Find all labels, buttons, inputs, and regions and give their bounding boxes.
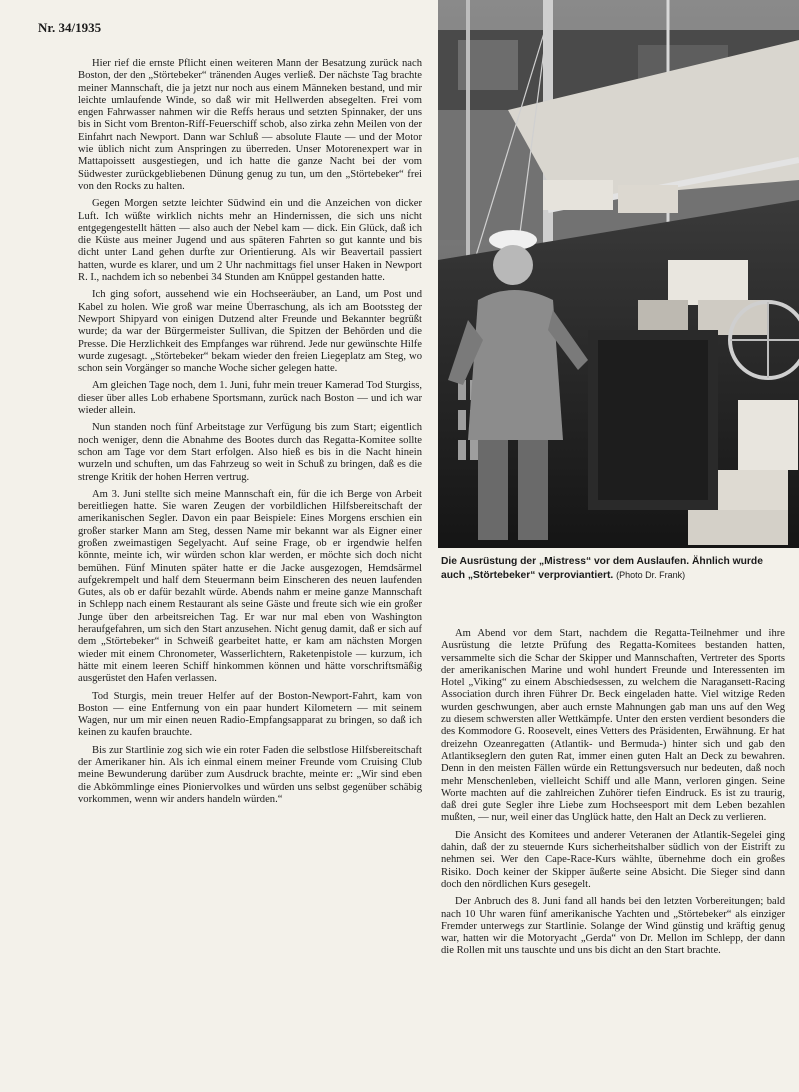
ship-photo <box>438 0 799 548</box>
paragraph: Am 3. Juni stellte sich meine Mannschaft ein, für die ich Berge von Arbeit bereitliegen hatte. Sie waren Zeugen der vorbildlichen Hilfsbereitschaft der amerikanischen Segler. Davon ein paar Beispiele: Eines Morgens erschien ein großer starker Mann am Steg, dessen Name mir bekannt war als Eigner einer großen zweimastigen Segelyacht. Auf seine Frage, ob er irgendwie helfen könnte, meinte ich, wir würden schon klar werden, er möchte sich doch nicht bemühen. Fünf Minuten später hatte er die Jacke ausgezogen, Hemdsärmel aufgekrempelt und half dem Steuermann beim Einscheren des neuen laufenden Gutes, als ob er dafür bezahlt würde. Abends nahm er meine ganze Mannschaft in Schlepp nach einem Restaurant als seine Gäste und freute sich wie ein großer Junge über den arbeitsreichen Tag. Er war nur mal eben von Washington heraufgefahren, um sich den Start anzusehen. Nicht genug damit, daß er sich auf dem „Störtebeker“ in Schweiß gearbeitet hatte, er kam am nächsten Morgen wieder mit einem Chronometer, Wasserlichtern, Raketenpistole — kurzum, ich hätte mit einem leeren Schiff hinkommen können und hätte vorschriftsmäßig ausgerüstet den Hafen verlassen. <box>78 488 422 685</box>
paragraph: Am gleichen Tage noch, dem 1. Juni, fuhr mein treuer Kamerad Tod Sturgiss, dieser über alles Lob erhabene Sportsmann, zurück nach Boston — und ich war wieder allein. <box>78 380 422 417</box>
photo-credit: (Photo Dr. Frank) <box>616 569 686 580</box>
paragraph: Die Ansicht des Komitees und anderer Veteranen der Atlantik-Segelei ging dahin, daß der zu steuernde Kurs sicherheitshalber südlich von der Eistrift zu nehmen sei. Wer den Cape-Race-Kurs wählte, übernehme doch ein großes Risiko. Doch keiner der Skipper äußerte seine Absicht. Die Sieger sind dann doch den nördlichen Kurs gesegelt. <box>441 829 785 890</box>
paragraph: Nun standen noch fünf Arbeitstage zur Verfügung bis zum Start; eigentlich noch weniger, denn die Abnahme des Bootes durch das Regatta-Komitee sollte schon am Tage vor dem Start erfolgen. Also hieß es bis in die Nacht hinein wurzeln und schuften, um das Fahrzeug so weit in Schuß zu bringen, daß es die strenge Kritik der hohen Herren vertrug. <box>78 422 422 483</box>
paragraph: Hier rief die ernste Pflicht einen weiteren Mann der Besatzung zurück nach Boston, der den „Störtebeker“ tränenden Auges verließ. Der nächste Tag brachte meiner Mannschaft, die ja jetzt nur noch aus einem Männeken bestand, und mir leichte umlaufende Winde, so daß wir mit Hellwerden absegelten. Frei vom engen Fahrwasser nahmen wir die Reffs heraus und setzten Spinnaker, der uns bis in Sicht vom Brenton-Riff-Feuerschiff schob, also zirka zehn Meilen von der Einfahrt nach Newport. Dann war Schluß — absolute Flaute — und der Motor wie üblich nicht zum Anspringen zu überreden. Unser Motorenexpert war in Mattapoissett ausgestiegen, und ich hatte die ganze Nacht bei der vom Südwester zurückgebliebenen Dünung genug zu tun, um den „Störtebeker“ frei von den Rocks zu halten. <box>78 58 422 192</box>
paragraph: Bis zur Startlinie zog sich wie ein roter Faden die selbstlose Hilfsbereitschaft der Amerikaner hin. Als ich einmal einem meiner Freunde vom Cruising Club meine Bewunderung darüber zum Ausdruck brachte, meinte er: „Wir sind eben die Abkömmlinge eines Pioniervolkes und würden uns selbst gegenüber schäbig vorkommen, wenn wir anders handeln würden.“ <box>78 744 422 805</box>
paragraph: Tod Sturgis, mein treuer Helfer auf der Boston-Newport-Fahrt, kam von Boston — eine Entfernung von ein paar hundert Kilometern — mit seinem Wagen, nur um mir einen neuen Radio-Empfangsapparat zu bringen, so daß ich keinen zu kaufen brauchte. <box>78 690 422 739</box>
paragraph: Der Anbruch des 8. Juni fand all hands bei den letzten Vorbereitungen; bald nach 10 Uhr waren fünf amerikanische Yachten und „Störtebeker“ als einziger Fremder unterwegs zur Startlinie. Solange der Wind günstig und kräftig genug war, hatten wir die Motoryacht „Gerda“ von Dr. Mellon im Schlepp, der dann die Rollen mit uns tauschte und uns bis dicht an den Start brachte. <box>441 896 785 957</box>
right-text-column <box>441 628 785 1078</box>
paragraph: Gegen Morgen setzte leichter Südwind ein und die Anzeichen von dicker Luft. Ich wüßte wirklich nichts mehr an Hindernissen, die sich uns nicht entgegengestellt hätten — also auch der Nebel kam — dick. Ein Glück, daß ich die Küste aus meiner Jugend und aus späteren Fahrten so gut kannte und bis dicht unter Land gehen durfte zur Orientierung. Als wir Beavertail passiert hatten, wurde es klarer, und um 2 Uhr nachmittags fiel unser Haken in Newport R. I., nachdem ich so nebenbei 34 Stunden am Knüppel gestanden hatte. <box>78 198 422 284</box>
caption-text: Die Ausrüstung der „Mistress“ vor dem Auslaufen. Ähnlich wurde auch „Störtebeker“ verproviantiert. <box>441 556 763 581</box>
ship-photo-illustration <box>438 0 799 548</box>
paragraph: Ich ging sofort, aussehend wie ein Hochseeräuber, an Land, um Post und Kabel zu holen. Wie groß war meine Überraschung, als ich am Bootssteg der Newport Shipyard von einigen Dutzend alter Freunde und Bekannter begrüßt wurde; da war der Bürgermeister Sullivan, die Spitzen der Behörden und die Presse. Die Herzlichkeit des Empfanges war rührend. Jede nur gewünschte Hilfe wurde zugesagt. „Störtebeker“ bekam wieder den freien Liegeplatz am Steg, wo schon sein Vorgänger so manche Woche sicher gelegen hatte. <box>78 289 422 375</box>
photo-caption <box>441 556 785 582</box>
left-text-column <box>78 58 422 1078</box>
paragraph: Am Abend vor dem Start, nachdem die Regatta-Teilnehmer und ihre Ausrüstung die letzte Prüfung des Regatta-Komitees bestanden hatten, versammelte sich die Schar der Skipper und Mannschaften, Vertreter des Sports der amerikanischen Marine und wohl hundert Freunde und Interessenten im Hotel „Viking“ zu einem Abschiedsessen, zu welchem die Naragansett-Racing Association durch ihren Führer Dr. Beck eingeladen hatte. Viel witzige Reden wurden geschwungen, aber auch ernste Mahnungen gab man uns auf den Weg zu diesem schwersten aller Wettkämpfe. Unter den ersten verdient besonders die des Kommodore G. Roosevelt, eines Vetters des Präsidenten, Erwähnung. Er hat dreizehn Ozeanregatten (Atlantik- und Bermuda-) hinter sich und gab den Atlantikseglern den guten Rat, immer einen guten Halt an Deck zu bewahren. Denn in den meisten Fällen würde ein Rettungsversuch nur bedeuten, daß noch mehr Menschenleben, vielleicht Schiff und alle Mann, verloren gingen. Seine Worte machten auf die zahlreichen Zuhörer tiefen Eindruck. Es ist zu traurig, daß drei gute Segler ihre Liebe zum Hochseesport mit dem Leben bezahlen mußten, — nur, weil einer das Unglück hatte, den Halt an Deck zu verlieren. <box>441 628 785 824</box>
issue-number: Nr. 34/1935 <box>38 20 102 35</box>
